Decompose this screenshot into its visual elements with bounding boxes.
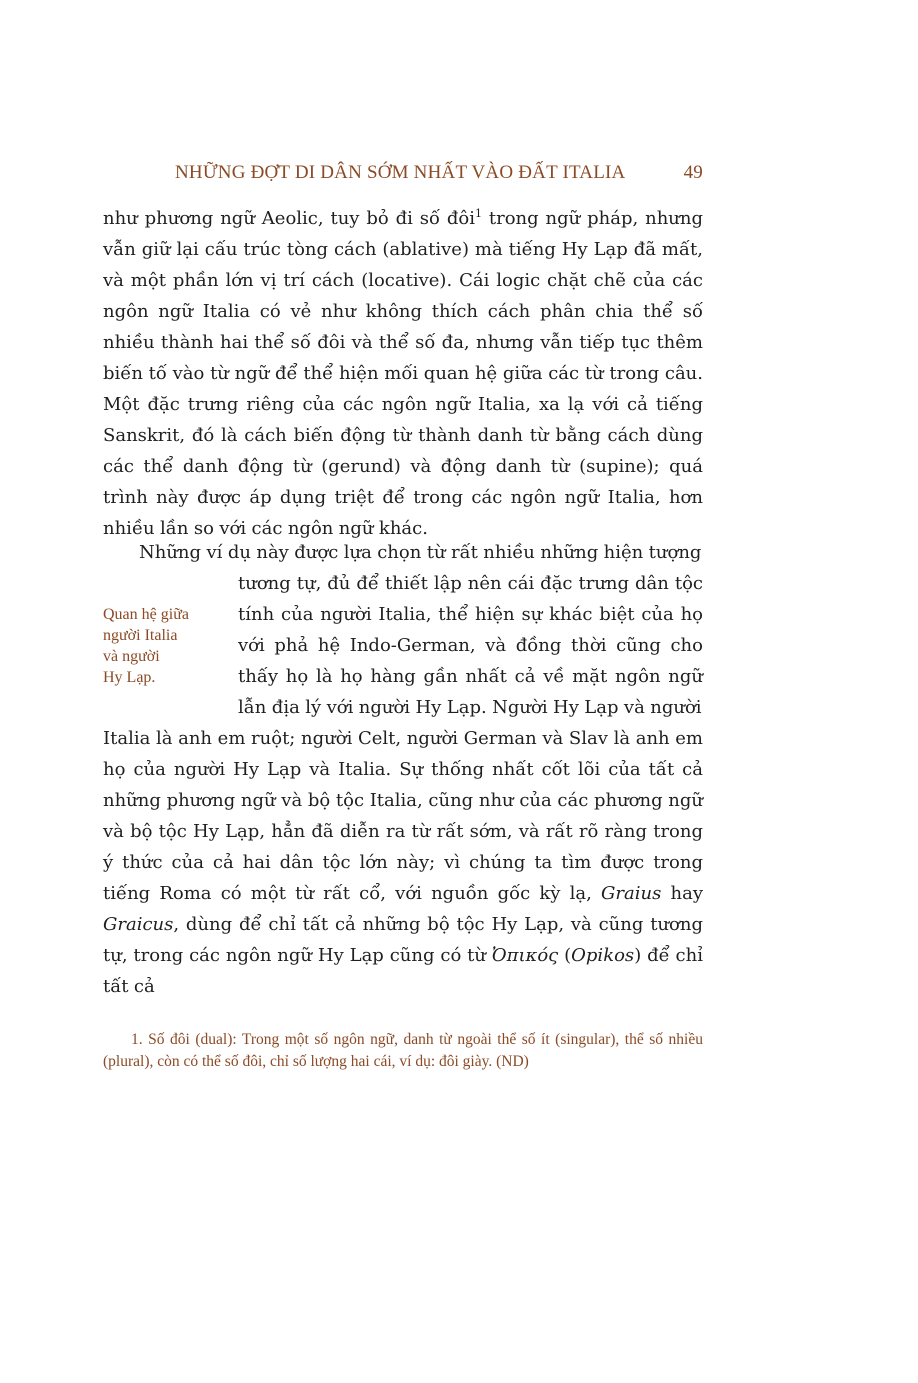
paragraph-2-continued xyxy=(103,723,703,1002)
margin-note xyxy=(103,604,221,688)
p2-text: ) để chỉ tất cả xyxy=(103,945,703,997)
footnote-1: 1. Số đôi (dual): Trong một số ngôn ngữ, danh từ ngoài thể số ít (singular), thể số nhiều (plural), còn có thể số đôi, chỉ số lượng hai cái, ví dụ: đôi giày. (ND) xyxy=(103,1031,703,1070)
p2-text: ( xyxy=(558,945,572,966)
footnote-ref-1[interactable]: 1 xyxy=(475,207,482,220)
paragraph-1 xyxy=(103,203,703,544)
margin-note-line: Quan hệ giữa xyxy=(103,606,189,623)
p2-text: Italia là anh em ruột; người Celt, người German và Slav là anh em họ của người Hy Lạp và Italia. Sự thống nhất cốt lõi của tất cả những phương ngữ và bộ tộc Italia, cũng như của các phương ngữ và bộ tộc Hy Lạp, hẳn đã diễn ra từ rất sớm, và rất rõ ràng trong ý thức của cả hai dân tộc lớn này; vì chúng ta tìm được trong tiếng Roma có một từ rất cổ, với nguồn gốc kỳ lạ, xyxy=(103,728,703,904)
term-graicus: Graicus xyxy=(103,914,174,935)
margin-note-line: và người xyxy=(103,648,160,665)
page-number: 49 xyxy=(683,162,703,183)
running-title: NHỮNG ĐỢT DI DÂN SỚM NHẤT VÀO ĐẤT ITALIA xyxy=(175,162,626,183)
paragraph-2-first-line: Những ví dụ này được lựa chọn từ rất nhiều những hiện tượng xyxy=(139,542,702,563)
p2-text: , dùng để chỉ tất cả những bộ tộc Hy Lạp, và cũng tương tự, trong các ngôn ngữ Hy Lạp cũng có từ xyxy=(103,914,703,966)
term-opikos: Opikos xyxy=(571,945,635,966)
term-greek-opikos: Ὀπικός xyxy=(491,945,559,966)
p1-text-start: như phương ngữ Aeolic, tuy bỏ đi số đôi xyxy=(103,208,475,229)
margin-note-line: người Italia xyxy=(103,627,178,644)
margin-note-line: Hy Lạp. xyxy=(103,669,156,686)
p2-text: hay xyxy=(661,883,703,904)
term-graius: Graius xyxy=(601,883,662,904)
paragraph-2-wrapped: tương tự, đủ để thiết lập nên cái đặc trưng dân tộc tính của người Italia, thể hiện sự khác biệt của họ với phả hệ Indo-German, và đồng thời cũng cho thấy họ là họ hàng gần nhất cả về mặt ngôn ngữ lẫn địa lý với người Hy Lạp. Người Hy Lạp và người xyxy=(238,573,703,718)
running-header xyxy=(103,162,703,190)
p1-text-end: trong ngữ pháp, nhưng vẫn giữ lại cấu trúc tòng cách (ablative) mà tiếng Hy Lạp đã mất, và một phần lớn vị trí cách (locative). Cái logic chặt chẽ của các ngôn ngữ Italia có vẻ như không thích cách phân chia thể số nhiều thành hai thể số đôi và thể số đa, nhưng vẫn tiếp tục thêm biến tố vào từ ngữ để thể hiện mối quan hệ giữa các từ trong câu. Một đặc trưng riêng của các ngôn ngữ Italia, xa lạ với cả tiếng Sanskrit, đó là cách biến động từ thành danh từ bằng cách dùng các thể danh động từ (gerund) và động danh từ (supine); quá trình này được áp dụng triệt để trong các ngôn ngữ Italia, hơn nhiều lần so với các ngôn ngữ khác. xyxy=(103,208,704,539)
